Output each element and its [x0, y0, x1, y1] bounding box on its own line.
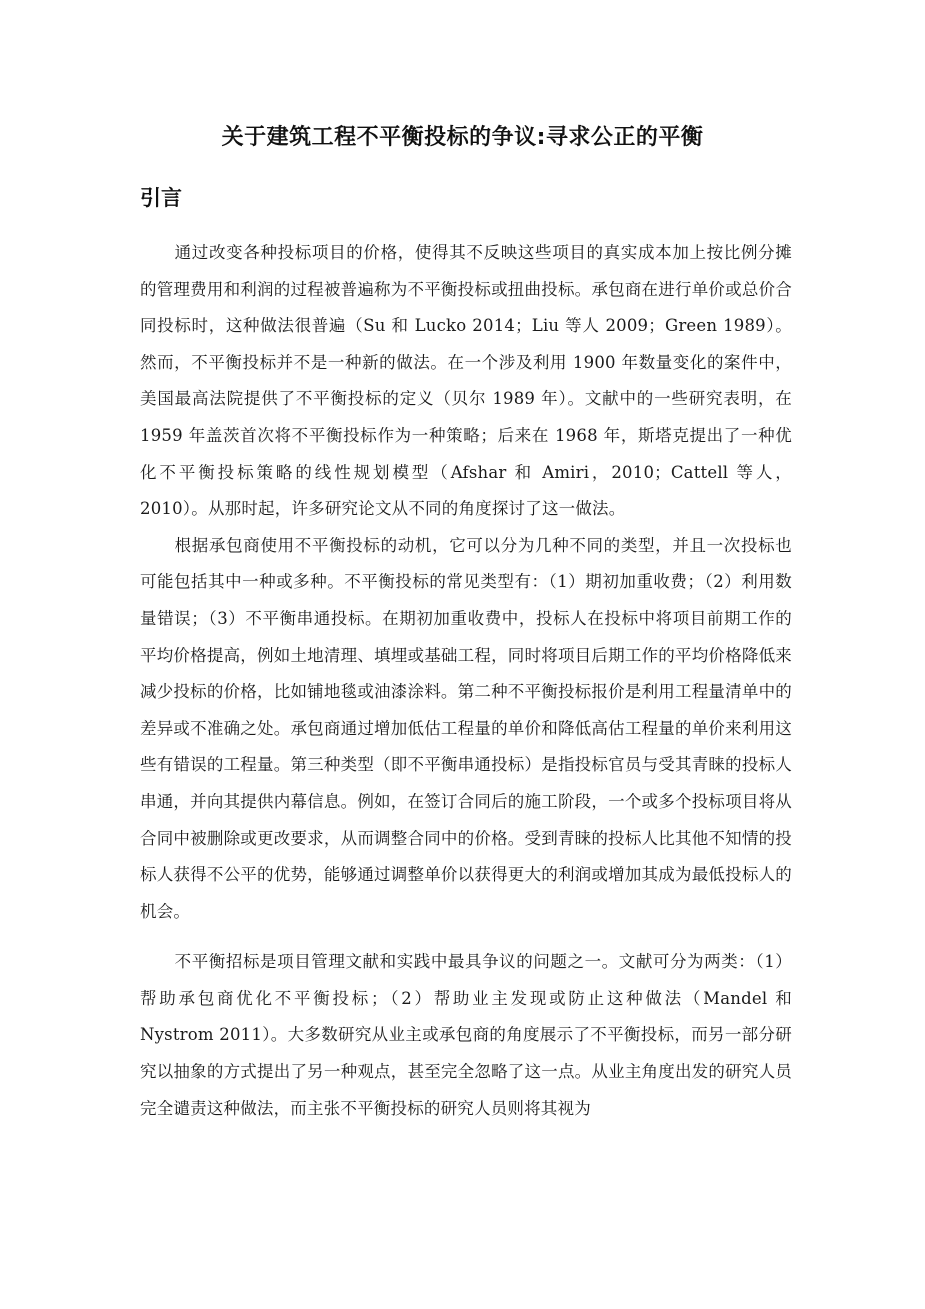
body-text [140, 235, 792, 1127]
paragraph: 通过改变各种投标项目的价格，使得其不反映这些项目的真实成本加上按比例分摊的管理费用和利润的过程被普遍称为不平衡投标或扭曲投标。承包商在进行单价或总价合同投标时，这种做法很普遍（Su 和 Lucko 2014；Liu 等人 2009；Green 1989）。然而，不平衡投标并不是一种新的做法。在一个涉及利用 1900 年数量变化的案件中，美国最高法院提供了不平衡投标的定义（贝尔 1989 年）。文献中的一些研究表明，在 1959 年盖茨首次将不平衡投标作为一种策略；后来在 1968 年，斯塔克提出了一种优化不平衡投标策略的线性规划模型（Afshar 和 Amiri，2010；Cattell 等人，2010）。从那时起，许多研究论文从不同的角度探讨了这一做法。 [140, 243, 792, 519]
document-title: 关于建筑工程不平衡投标的争议:寻求公正的平衡 [221, 125, 704, 150]
paragraph: 不平衡招标是项目管理文献和实践中最具争议的问题之一。文献可分为两类：（1）帮助承包商优化不平衡投标；（2）帮助业主发现或防止这种做法（Mandel 和 Nystrom 2011）。大多数研究从业主或承包商的角度展示了不平衡投标，而另一部分研究以抽象的方式提出了另一种观点，甚至完全忽略了这一点。从业主角度出发的研究人员完全谴责这种做法，而主张不平衡投标的研究人员则将其视为 [140, 952, 792, 1118]
section-heading: 引言 [140, 186, 182, 210]
paragraph: 根据承包商使用不平衡投标的动机，它可以分为几种不同的类型，并且一次投标也可能包括其中一种或多种。不平衡投标的常见类型有：（1）期初加重收费；（2）利用数量错误；（3）不平衡串通投标。在期初加重收费中，投标人在投标中将项目前期工作的平均价格提高，例如土地清理、填埋或基础工程，同时将项目后期工作的平均价格降低来减少投标的价格，比如铺地毯或油漆涂料。第二种不平衡投标报价是利用工程量清单中的差异或不准确之处。承包商通过增加低估工程量的单价和降低高估工程量的单价来利用这些有错误的工程量。第三种类型（即不平衡串通投标）是指投标官员与受其青睐的投标人串通，并向其提供内幕信息。例如，在签订合同后的施工阶段，一个或多个投标项目将从合同中被删除或更改要求，从而调整合同中的价格。受到青睐的投标人比其他不知情的投标人获得不公平的优势，能够通过调整单价以获得更大的利润或增加其成为最低投标人的机会。 [140, 535, 792, 921]
